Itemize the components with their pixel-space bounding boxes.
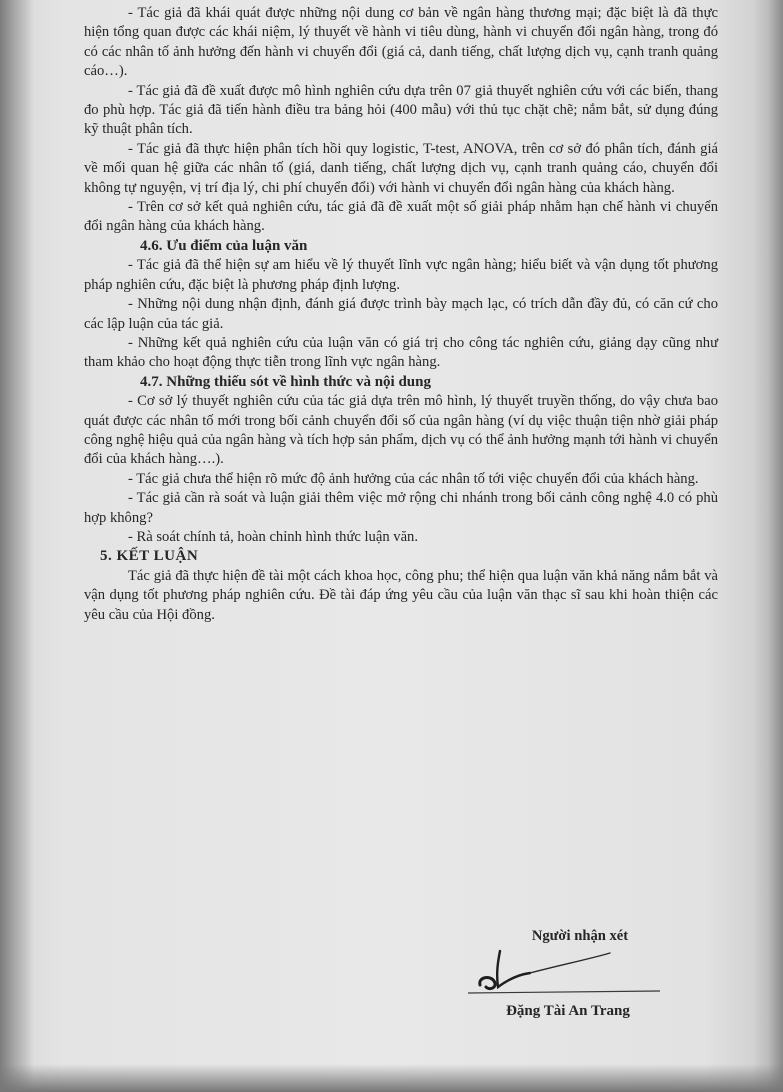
handwritten-signature [460, 947, 680, 997]
conclusion-paragraph: Tác giả đã thực hiện đề tài một cách khoa học, công phu; thể hiện qua luận văn khả năng nắm bắt và vận dụng tốt phương pháp nghiên cứu. Đề tài đáp ứng yêu cầu của luận văn thạc sĩ sau khi hoàn thiện các yêu cầu của Hội đồng. [84, 567, 718, 623]
reviewer-title: Người nhận xét [531, 928, 629, 944]
section-4-6-paragraph-3: - Những kết quả nghiên cứu của luận văn có giá trị cho công tác nghiên cứu, giảng dạy cũng như tham khảo cho hoạt động thực tiễn trong lĩnh vực ngân hàng. [84, 334, 718, 371]
page-edge-shadow-left [0, 0, 34, 1092]
section-4-7-paragraph-2: - Tác giả chưa thể hiện rõ mức độ ảnh hưởng của các nhân tố tới việc chuyển đổi của khách hàng. [128, 470, 699, 487]
section-5-heading: 5. KẾT LUẬN [100, 548, 199, 565]
intro-paragraph-3: - Tác giả đã thực hiện phân tích hồi quy logistic, T-test, ANOVA, trên cơ sở đó phân tích, đánh giá về mối quan hệ giữa các nhân tố (giá, danh tiếng, chất lượng dịch vụ, cạnh tranh quảng cáo, chuyển đổi không tự nguyện, vị trí địa lý, chi phí chuyển đổi) với hành vi chuyển đổi ngân hàng của khách hàng. [84, 140, 718, 196]
section-4-7-paragraph-1: - Cơ sở lý thuyết nghiên cứu của tác giả dựa trên mô hình, lý thuyết truyền thống, do vậy chưa bao quát được các nhân tố mới trong bối cảnh chuyển đổi số của ngân hàng (ví dụ việc thuận tiện nhờ giải pháp công nghệ hiệu quả của ngân hàng và tích hợp sản phẩm, dịch vụ có thể ảnh hưởng mạnh tới hành vi chuyển đổi của khách hàng….). [84, 393, 718, 468]
intro-paragraph-1: - Tác giả đã khái quát được những nội dung cơ bản về ngân hàng thương mại; đặc biệt là đã thực hiện tổng quan được các khái niệm, lý thuyết về hành vi tiêu dùng, hành vi chuyển đổi ngân hàng, trong đó có các nhân tố ảnh hưởng đến hành vi chuyển đổi (giá cả, danh tiếng, chất lượng dịch vụ, cạnh tranh quảng cáo…). [84, 5, 718, 80]
document-body [84, 4, 718, 625]
section-4-7-heading: 4.7. Những thiếu sót về hình thức và nội dung [140, 373, 431, 390]
signature-block [440, 928, 700, 1020]
section-4-6-heading: 4.6. Ưu điểm của luận văn [140, 237, 308, 254]
page-edge-shadow-right [753, 0, 783, 1092]
page-edge-shadow-bottom [0, 1064, 783, 1092]
reviewer-name: Đặng Tài An Trang [506, 1003, 630, 1019]
section-4-6-paragraph-2: - Những nội dung nhận định, đánh giá được trình bày mạch lạc, có trích dẫn đầy đủ, có căn cứ cho các lập luận của tác giả. [84, 296, 718, 332]
intro-paragraph-2: - Tác giả đã đề xuất được mô hình nghiên cứu dựa trên 07 giả thuyết nghiên cứu với các biến, thang đo phù hợp. Tác giả đã tiến hành điều tra bảng hỏi (400 mẫu) với thủ tục chặt chẽ; nắm bắt, sử dụng đúng kỹ thuật phân tích. [84, 82, 718, 138]
intro-paragraph-4: - Trên cơ sở kết quả nghiên cứu, tác giả đã đề xuất một số giải pháp nhằm hạn chế hành vi chuyển đổi ngân hàng của khách hàng. [84, 199, 718, 235]
section-4-7-paragraph-4: - Rà soát chính tả, hoàn chỉnh hình thức luận văn. [128, 528, 418, 545]
section-4-7-paragraph-3: - Tác giả cần rà soát và luận giải thêm việc mở rộng chi nhánh trong bối cảnh công nghệ 4.0 có phù hợp không? [84, 490, 718, 526]
section-4-6-paragraph-1: - Tác giả đã thể hiện sự am hiểu về lý thuyết lĩnh vực ngân hàng; hiểu biết và vận dụng tốt phương pháp nghiên cứu, đặc biệt là phương pháp định lượng. [84, 257, 718, 293]
